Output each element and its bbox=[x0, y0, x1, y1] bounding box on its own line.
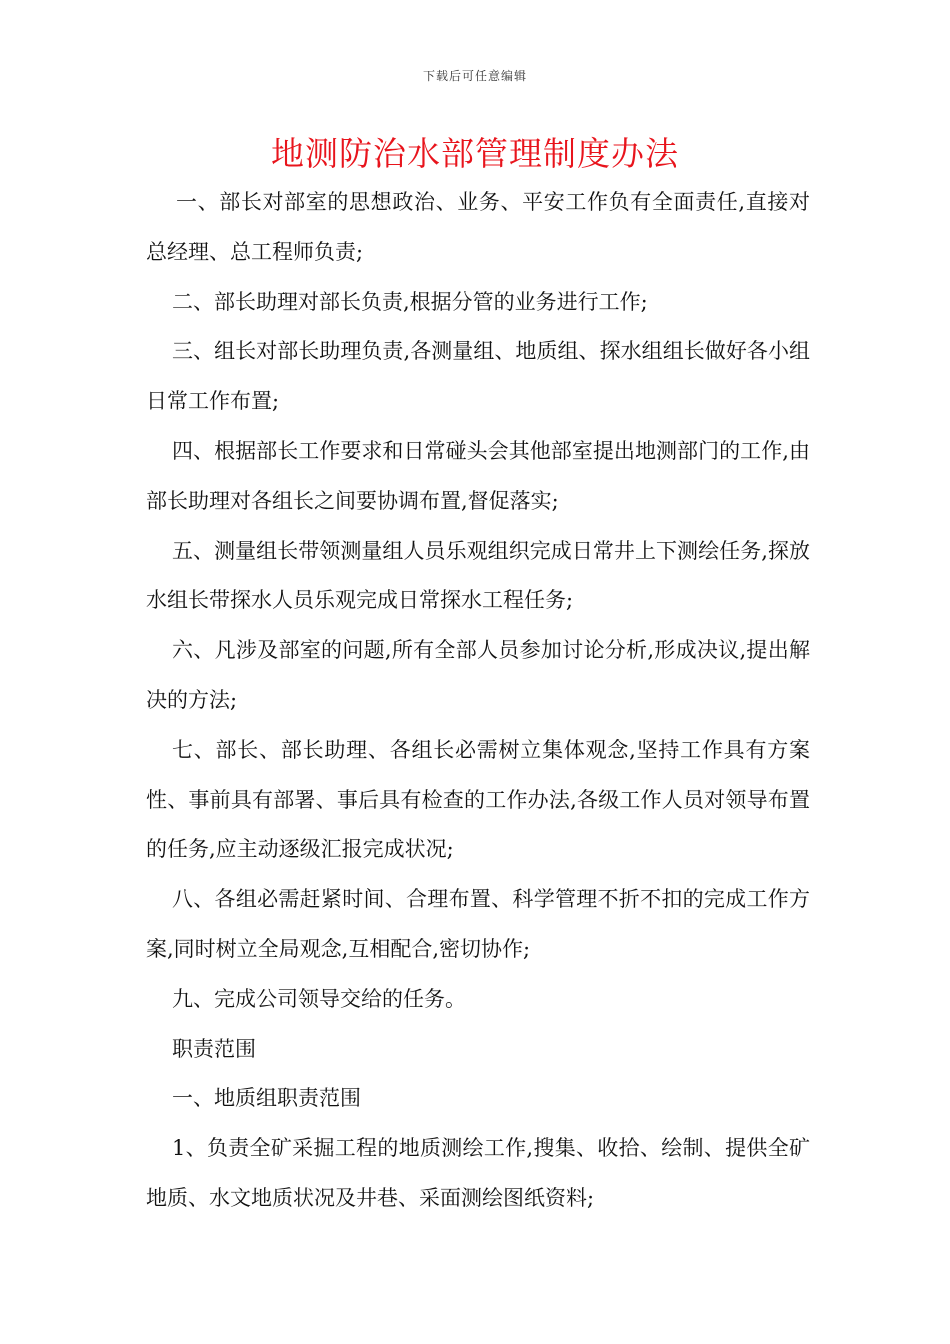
paragraph-9: 九、完成公司领导交给的任务。 bbox=[172, 986, 466, 1011]
paragraph-6: 六、凡涉及部室的问题,所有全部人员参加讨论分析,形成决议,提出解决的方法; bbox=[146, 638, 810, 712]
subsection-heading: 一、地质组职责范围 bbox=[172, 1086, 361, 1111]
section-heading: 职责范围 bbox=[172, 1036, 256, 1061]
document-title: 地测防治水部管理制度办法 bbox=[271, 134, 679, 173]
paragraph-4: 四、根据部长工作要求和日常碰头会其他部室提出地测部门的工作,由部长助理对各组长之间要协调布置,督促落实; bbox=[146, 438, 810, 513]
paragraph-2: 二、部长助理对部长负责,根据分管的业务进行工作; bbox=[172, 289, 648, 314]
paragraph-7: 七、部长、部长助理、各组长必需树立集体观念,坚持工作具有方案性、事前具有部署、事后具有检查的工作办法,各级工作人员对领导布置的任务,应主动逐级汇报完成状况; bbox=[146, 737, 810, 862]
paragraph-3: 三、组长对部长助理负责,各测量组、地质组、探水组组长做好各小组日常工作布置; bbox=[146, 339, 810, 414]
paragraph-1: 一、部长对部室的思想政治、业务、平安工作负有全面责任,直接对总经理、总工程师负责; bbox=[146, 190, 810, 264]
document-body bbox=[146, 178, 810, 1224]
paragraph-8: 八、各组必需赶紧时间、合理布置、科学管理不折不扣的完成工作方案,同时树立全局观念,互相配合,密切协作; bbox=[146, 887, 810, 961]
paragraph-12: 1、负责全矿采掘工程的地质测绘工作,搜集、收拾、绘制、提供全矿地质、水文地质状况及井巷、采面测绘图纸资料; bbox=[146, 1136, 810, 1210]
paragraph-5: 五、测量组长带领测量组人员乐观组织完成日常井上下测绘任务,探放水组长带探水人员乐观完成日常探水工程任务; bbox=[146, 538, 810, 613]
header-note: 下载后可任意编辑 bbox=[422, 69, 527, 83]
